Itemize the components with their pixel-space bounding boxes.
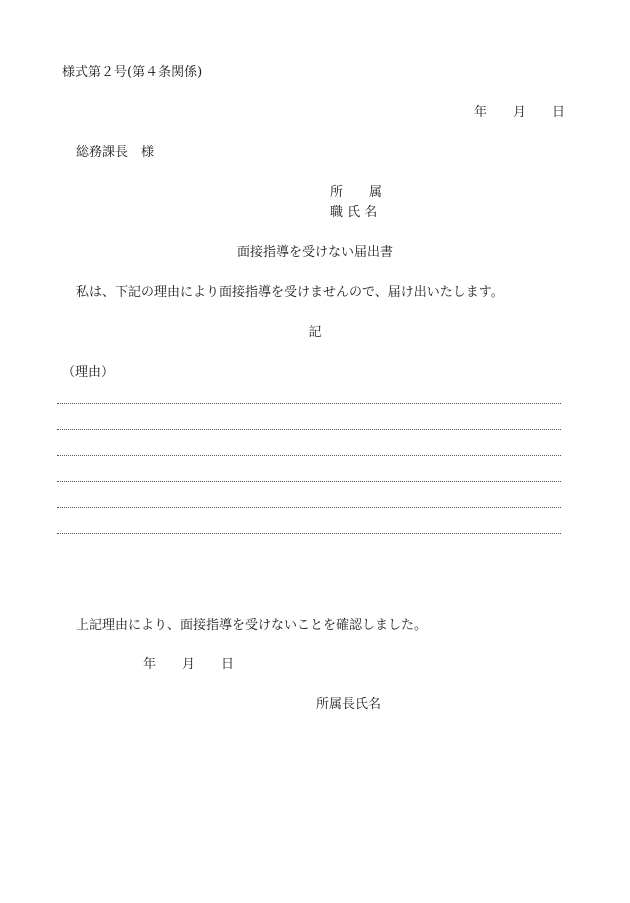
- addressee: 総務課長 様: [76, 145, 155, 160]
- reason-line[interactable]: [57, 507, 561, 508]
- reason-line[interactable]: [57, 455, 561, 456]
- ki-heading: 記: [308, 325, 322, 340]
- confirmation-date: 年 月 日: [143, 657, 235, 672]
- reason-label: （理由）: [62, 365, 115, 380]
- statement: 私は、下記の理由により面接指導を受けませんので、届け出いたします。: [76, 285, 504, 300]
- reason-line[interactable]: [57, 481, 561, 482]
- reason-line[interactable]: [57, 403, 561, 404]
- header-date: 年 月 日: [474, 105, 566, 120]
- staff-name-label: 職 氏 名: [330, 205, 378, 220]
- affiliation-label: 所 属: [330, 185, 383, 200]
- document-title: 面接指導を受けない届出書: [236, 245, 393, 260]
- confirmation-text: 上記理由により、面接指導を受けないことを確認しました。: [76, 618, 428, 633]
- supervisor-name-label: 所属長氏名: [316, 697, 382, 712]
- reason-line[interactable]: [57, 533, 561, 534]
- reason-line[interactable]: [57, 429, 561, 430]
- form-number: 様式第２号(第４条関係): [62, 65, 203, 80]
